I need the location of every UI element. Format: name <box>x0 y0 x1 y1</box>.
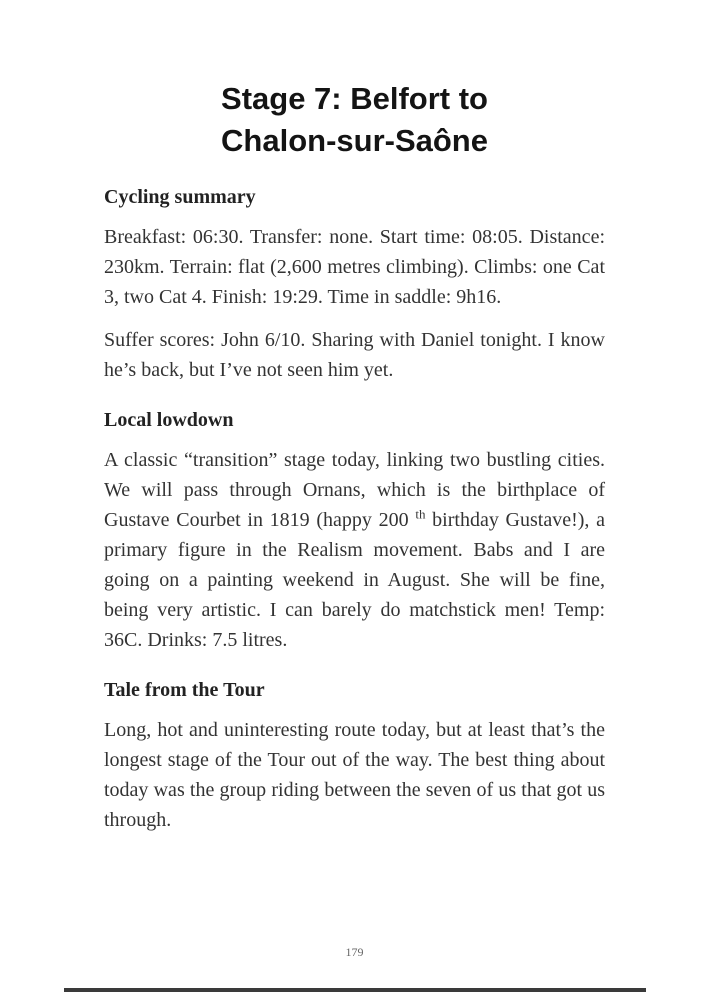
paragraph-text-before-superscript: A classic “transition” stage today, linking two bustling cities. We will pass through Ornans, which is the birthplace of Gustave Courbet in 1819 (happy 200 <box>104 449 605 531</box>
section-tale-from-the-tour <box>104 679 605 835</box>
page-number: 179 <box>345 945 364 959</box>
paragraph-tale: Long, hot and uninteresting route today, but at least that’s the longest stage of the Tour out of the way. The best thing about today was the group riding between the seven of us that got us through. <box>104 719 605 831</box>
heading-local-lowdown: Local lowdown <box>104 409 234 431</box>
paragraph-cycling-stats: Breakfast: 06:30. Transfer: none. Start time: 08:05. Distance: 230km. Terrain: flat (2,600 metres climbing). Climbs: one Cat 3, two Cat 4. Finish: 19:29. Time in saddle: 9h16. <box>104 226 605 308</box>
paragraph-text-after-superscript: birthday Gustave!), a primary figure in the Realism movement. Babs and I are going on a painting weekend in August. She will be fine, being very artistic. I can barely do matchstick men! Temp: 36C. Drinks: 7.5 litres. <box>104 509 605 651</box>
bottom-edge-line <box>64 988 646 992</box>
stage-title-line-2: Chalon-sur-Saône <box>221 123 488 158</box>
paragraph-suffer-scores: Suffer scores: John 6/10. Sharing with Daniel tonight. I know he’s back, but I’ve not seen him yet. <box>104 329 605 381</box>
paragraph-local-lowdown <box>104 445 605 655</box>
superscript-th: th <box>415 506 426 522</box>
heading-cycling-summary: Cycling summary <box>104 186 256 208</box>
heading-tale-from-the-tour: Tale from the Tour <box>104 679 265 701</box>
section-cycling-summary <box>104 186 605 385</box>
stage-title <box>104 78 605 162</box>
section-local-lowdown <box>104 409 605 655</box>
stage-title-line-1: Stage 7: Belfort to <box>221 81 488 116</box>
